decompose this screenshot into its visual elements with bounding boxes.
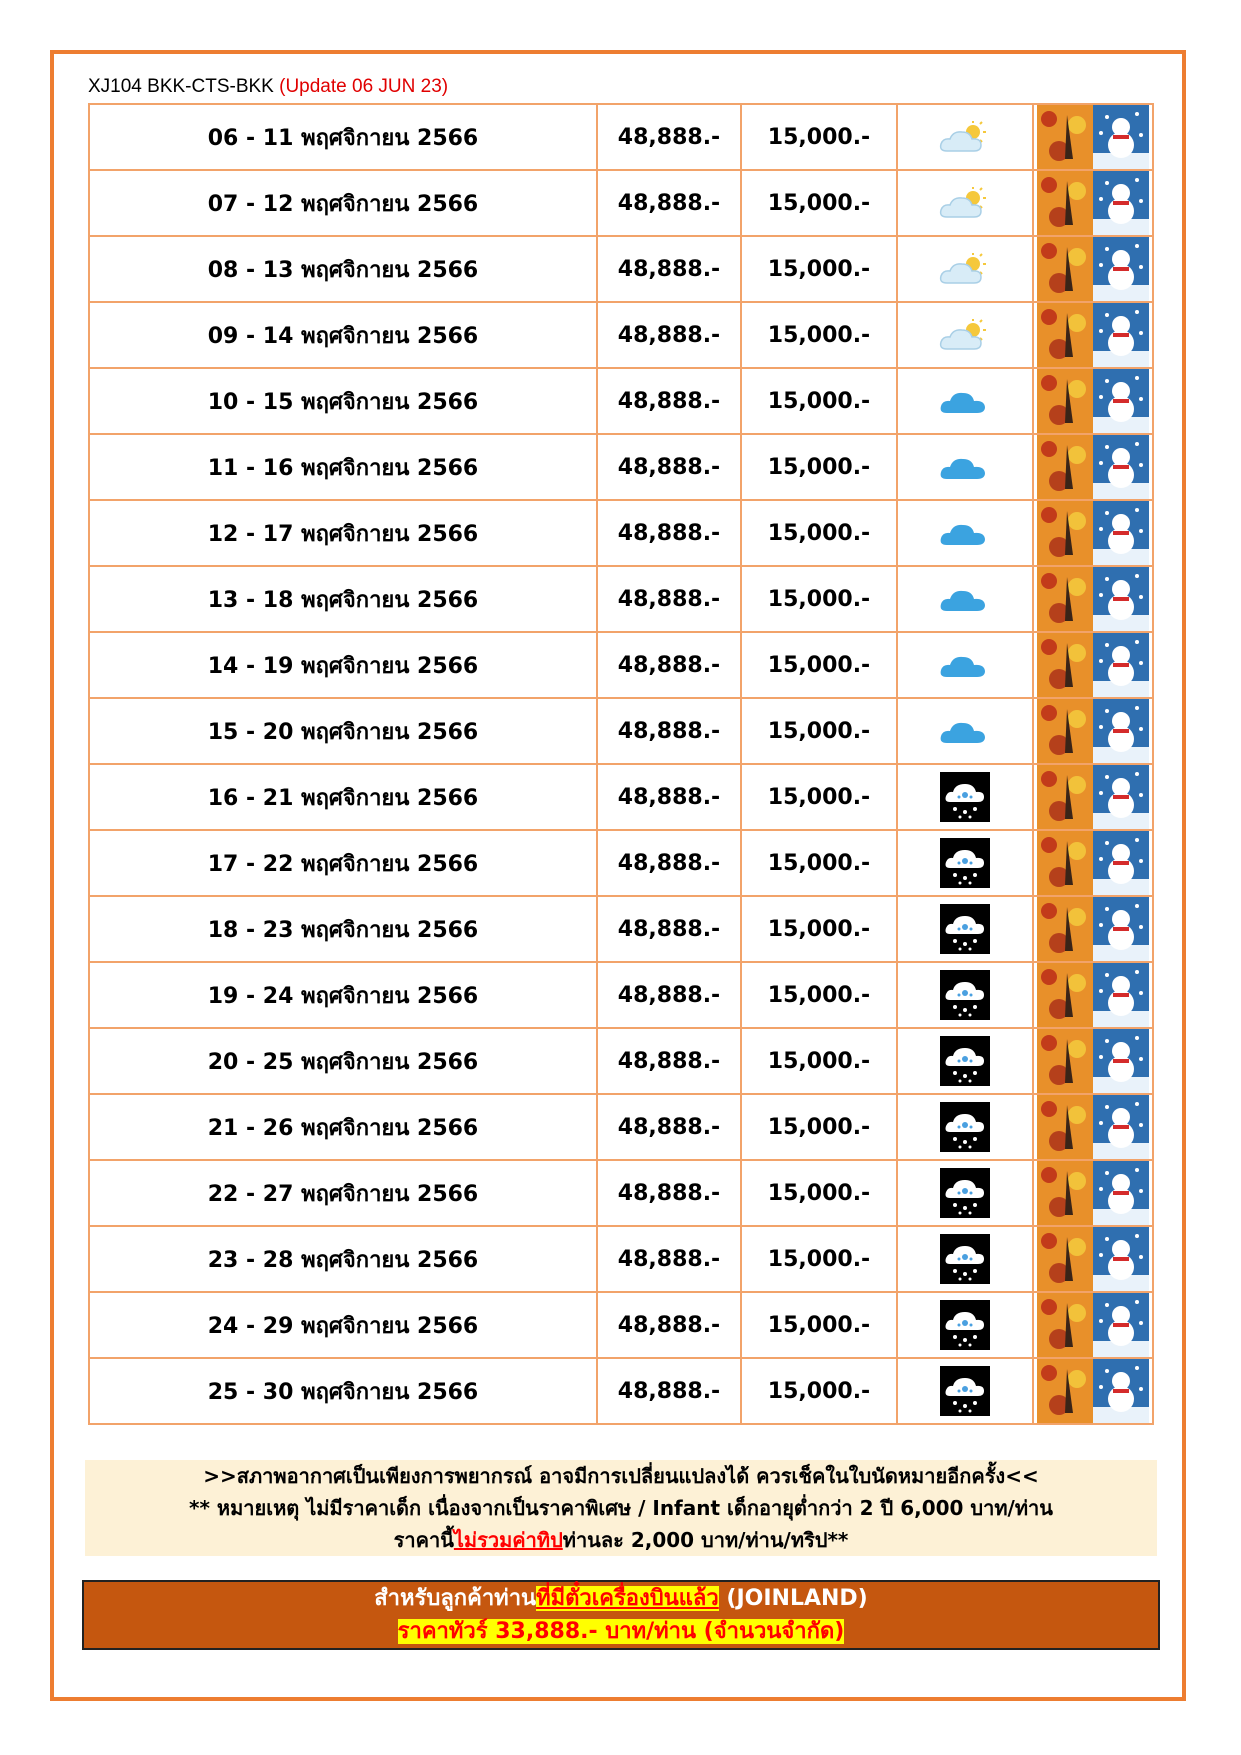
season-cell bbox=[1033, 1028, 1153, 1094]
travel-date: 10 - 15 พฤศจิกายน 2566 bbox=[89, 368, 597, 434]
tip-note: ราคานี้ไม่รวมค่าทิปท่านละ 2,000 บาท/ท่าน/ทริป** bbox=[393, 1528, 849, 1552]
weather-cell bbox=[897, 1028, 1033, 1094]
table-row bbox=[89, 1160, 1153, 1226]
cloud-icon bbox=[939, 388, 991, 413]
adult-price: 48,888.- bbox=[597, 566, 741, 632]
cloud-icon bbox=[939, 586, 991, 611]
adult-price: 48,888.- bbox=[597, 368, 741, 434]
season-cell bbox=[1033, 1094, 1153, 1160]
season-cell bbox=[1033, 1226, 1153, 1292]
weather-cell bbox=[897, 1226, 1033, 1292]
season-cell bbox=[1033, 830, 1153, 896]
season-image-icon bbox=[1037, 454, 1149, 479]
single-supplement: 15,000.- bbox=[741, 302, 897, 368]
adult-price: 48,888.- bbox=[597, 1160, 741, 1226]
season-cell bbox=[1033, 302, 1153, 368]
weather-cell bbox=[897, 896, 1033, 962]
weather-cell bbox=[897, 236, 1033, 302]
season-image-icon bbox=[1037, 1246, 1149, 1271]
partly-cloudy-icon bbox=[939, 322, 991, 347]
single-supplement: 15,000.- bbox=[741, 566, 897, 632]
single-supplement: 15,000.- bbox=[741, 434, 897, 500]
single-supplement: 15,000.- bbox=[741, 1160, 897, 1226]
snow-icon bbox=[940, 1180, 990, 1205]
adult-price: 48,888.- bbox=[597, 896, 741, 962]
table-row bbox=[89, 170, 1153, 236]
adult-price: 48,888.- bbox=[597, 302, 741, 368]
adult-price: 48,888.- bbox=[597, 764, 741, 830]
single-supplement: 15,000.- bbox=[741, 632, 897, 698]
single-supplement: 15,000.- bbox=[741, 1226, 897, 1292]
season-image-icon bbox=[1037, 388, 1149, 413]
table-row bbox=[89, 434, 1153, 500]
weather-note: >>สภาพอากาศเป็นเพียงการพยากรณ์ อาจมีการเปลี่ยนแปลงได้ ควรเช็คในใบนัดหมายอีกครั้ง<< bbox=[203, 1464, 1039, 1488]
tip-excluded-text: ไม่รวมค่าทิป bbox=[453, 1528, 563, 1552]
season-image-icon bbox=[1037, 1180, 1149, 1205]
snow-icon bbox=[940, 1378, 990, 1403]
table-row bbox=[89, 566, 1153, 632]
season-cell bbox=[1033, 566, 1153, 632]
season-cell bbox=[1033, 1160, 1153, 1226]
single-supplement: 15,000.- bbox=[741, 764, 897, 830]
weather-cell bbox=[897, 830, 1033, 896]
single-supplement: 15,000.- bbox=[741, 1358, 897, 1424]
table-row bbox=[89, 368, 1153, 434]
adult-price: 48,888.- bbox=[597, 434, 741, 500]
weather-cell bbox=[897, 1358, 1033, 1424]
adult-price: 48,888.- bbox=[597, 632, 741, 698]
adult-price: 48,888.- bbox=[597, 1094, 741, 1160]
table-row bbox=[89, 632, 1153, 698]
adult-price: 48,888.- bbox=[597, 1226, 741, 1292]
adult-price: 48,888.- bbox=[597, 170, 741, 236]
table-row bbox=[89, 764, 1153, 830]
adult-price: 48,888.- bbox=[597, 1292, 741, 1358]
season-cell bbox=[1033, 170, 1153, 236]
season-cell bbox=[1033, 434, 1153, 500]
snow-icon bbox=[940, 982, 990, 1007]
joinland-promo bbox=[82, 1580, 1160, 1650]
table-row bbox=[89, 1292, 1153, 1358]
table-row bbox=[89, 236, 1153, 302]
season-image-icon bbox=[1037, 586, 1149, 611]
table-row bbox=[89, 896, 1153, 962]
weather-cell bbox=[897, 962, 1033, 1028]
travel-date: 23 - 28 พฤศจิกายน 2566 bbox=[89, 1226, 597, 1292]
season-image-icon bbox=[1037, 124, 1149, 149]
table-row bbox=[89, 1028, 1153, 1094]
travel-date: 16 - 21 พฤศจิกายน 2566 bbox=[89, 764, 597, 830]
adult-price: 48,888.- bbox=[597, 1358, 741, 1424]
partly-cloudy-icon bbox=[939, 256, 991, 281]
promo-highlight: ที่มีตั๋วเครื่องบินแล้ว bbox=[536, 1586, 719, 1611]
table-row bbox=[89, 302, 1153, 368]
season-image-icon bbox=[1037, 190, 1149, 215]
season-image-icon bbox=[1037, 850, 1149, 875]
travel-date: 22 - 27 พฤศจิกายน 2566 bbox=[89, 1160, 597, 1226]
weather-cell bbox=[897, 1160, 1033, 1226]
season-cell bbox=[1033, 368, 1153, 434]
snow-icon bbox=[940, 850, 990, 875]
snow-icon bbox=[940, 916, 990, 941]
table-row bbox=[89, 1358, 1153, 1424]
promo-price: ราคาทัวร์ 33,888.- บาท/ท่าน (จำนวนจำกัด) bbox=[397, 1619, 845, 1644]
season-cell bbox=[1033, 896, 1153, 962]
season-cell bbox=[1033, 698, 1153, 764]
season-image-icon bbox=[1037, 256, 1149, 281]
travel-date: 06 - 11 พฤศจิกายน 2566 bbox=[89, 104, 597, 170]
snow-icon bbox=[940, 1114, 990, 1139]
adult-price: 48,888.- bbox=[597, 236, 741, 302]
adult-price: 48,888.- bbox=[597, 1028, 741, 1094]
season-cell bbox=[1033, 632, 1153, 698]
snow-icon bbox=[940, 1048, 990, 1073]
travel-date: 21 - 26 พฤศจิกายน 2566 bbox=[89, 1094, 597, 1160]
weather-cell bbox=[897, 104, 1033, 170]
season-image-icon bbox=[1037, 1312, 1149, 1337]
cloud-icon bbox=[939, 520, 991, 545]
adult-price: 48,888.- bbox=[597, 698, 741, 764]
partly-cloudy-icon bbox=[939, 124, 991, 149]
tour-header bbox=[88, 76, 448, 98]
season-cell bbox=[1033, 236, 1153, 302]
season-image-icon bbox=[1037, 1378, 1149, 1403]
single-supplement: 15,000.- bbox=[741, 962, 897, 1028]
single-supplement: 15,000.- bbox=[741, 500, 897, 566]
cloud-icon bbox=[939, 718, 991, 743]
season-image-icon bbox=[1037, 1048, 1149, 1073]
travel-date: 11 - 16 พฤศจิกายน 2566 bbox=[89, 434, 597, 500]
weather-cell bbox=[897, 302, 1033, 368]
season-image-icon bbox=[1037, 322, 1149, 347]
snow-icon bbox=[940, 1312, 990, 1337]
travel-date: 12 - 17 พฤศจิกายน 2566 bbox=[89, 500, 597, 566]
travel-date: 18 - 23 พฤศจิกายน 2566 bbox=[89, 896, 597, 962]
single-supplement: 15,000.- bbox=[741, 830, 897, 896]
travel-date: 14 - 19 พฤศจิกายน 2566 bbox=[89, 632, 597, 698]
adult-price: 48,888.- bbox=[597, 104, 741, 170]
snow-icon bbox=[940, 784, 990, 809]
travel-date: 07 - 12 พฤศจิกายน 2566 bbox=[89, 170, 597, 236]
notes-box bbox=[85, 1460, 1157, 1556]
weather-cell bbox=[897, 698, 1033, 764]
single-supplement: 15,000.- bbox=[741, 368, 897, 434]
travel-date: 17 - 22 พฤศจิกายน 2566 bbox=[89, 830, 597, 896]
travel-date: 13 - 18 พฤศจิกายน 2566 bbox=[89, 566, 597, 632]
table-row bbox=[89, 1094, 1153, 1160]
adult-price: 48,888.- bbox=[597, 500, 741, 566]
season-cell bbox=[1033, 1358, 1153, 1424]
weather-cell bbox=[897, 500, 1033, 566]
weather-cell bbox=[897, 764, 1033, 830]
weather-cell bbox=[897, 1094, 1033, 1160]
tour-code: XJ104 BKK-CTS-BKK bbox=[88, 76, 274, 97]
season-image-icon bbox=[1037, 520, 1149, 545]
update-date: (Update 06 JUN 23) bbox=[279, 76, 449, 97]
travel-date: 15 - 20 พฤศจิกายน 2566 bbox=[89, 698, 597, 764]
cloud-icon bbox=[939, 652, 991, 677]
single-supplement: 15,000.- bbox=[741, 236, 897, 302]
promo-line-1: สำหรับลูกค้าท่านที่มีตั๋วเครื่องบินแล้ว (JOINLAND) bbox=[374, 1586, 868, 1611]
snow-icon bbox=[940, 1246, 990, 1271]
weather-cell bbox=[897, 434, 1033, 500]
season-cell bbox=[1033, 104, 1153, 170]
single-supplement: 15,000.- bbox=[741, 698, 897, 764]
promo-line-2 bbox=[84, 1615, 1158, 1648]
season-cell bbox=[1033, 962, 1153, 1028]
single-supplement: 15,000.- bbox=[741, 1094, 897, 1160]
travel-date: 08 - 13 พฤศจิกายน 2566 bbox=[89, 236, 597, 302]
cloud-icon bbox=[939, 454, 991, 479]
single-supplement: 15,000.- bbox=[741, 104, 897, 170]
weather-cell bbox=[897, 566, 1033, 632]
table-row bbox=[89, 1226, 1153, 1292]
season-cell bbox=[1033, 500, 1153, 566]
travel-date: 19 - 24 พฤศจิกายน 2566 bbox=[89, 962, 597, 1028]
weather-cell bbox=[897, 632, 1033, 698]
weather-cell bbox=[897, 368, 1033, 434]
table-row bbox=[89, 104, 1153, 170]
table-row bbox=[89, 698, 1153, 764]
price-table bbox=[88, 103, 1154, 1425]
table-row bbox=[89, 830, 1153, 896]
season-cell bbox=[1033, 764, 1153, 830]
partly-cloudy-icon bbox=[939, 190, 991, 215]
table-row bbox=[89, 500, 1153, 566]
weather-cell bbox=[897, 1292, 1033, 1358]
travel-date: 20 - 25 พฤศจิกายน 2566 bbox=[89, 1028, 597, 1094]
table-row bbox=[89, 962, 1153, 1028]
weather-cell bbox=[897, 170, 1033, 236]
season-image-icon bbox=[1037, 784, 1149, 809]
travel-date: 24 - 29 พฤศจิกายน 2566 bbox=[89, 1292, 597, 1358]
season-image-icon bbox=[1037, 1114, 1149, 1139]
single-supplement: 15,000.- bbox=[741, 1028, 897, 1094]
single-supplement: 15,000.- bbox=[741, 896, 897, 962]
single-supplement: 15,000.- bbox=[741, 1292, 897, 1358]
season-image-icon bbox=[1037, 718, 1149, 743]
season-cell bbox=[1033, 1292, 1153, 1358]
adult-price: 48,888.- bbox=[597, 962, 741, 1028]
single-supplement: 15,000.- bbox=[741, 170, 897, 236]
season-image-icon bbox=[1037, 982, 1149, 1007]
adult-price: 48,888.- bbox=[597, 830, 741, 896]
travel-date: 09 - 14 พฤศจิกายน 2566 bbox=[89, 302, 597, 368]
season-image-icon bbox=[1037, 916, 1149, 941]
child-price-note: ** หมายเหตุ ไม่มีราคาเด็ก เนื่องจากเป็นราคาพิเศษ / Infant เด็กอายุต่ำกว่า 2 ปี 6,000 บาท/ท่าน bbox=[189, 1496, 1053, 1520]
travel-date: 25 - 30 พฤศจิกายน 2566 bbox=[89, 1358, 597, 1424]
season-image-icon bbox=[1037, 652, 1149, 677]
